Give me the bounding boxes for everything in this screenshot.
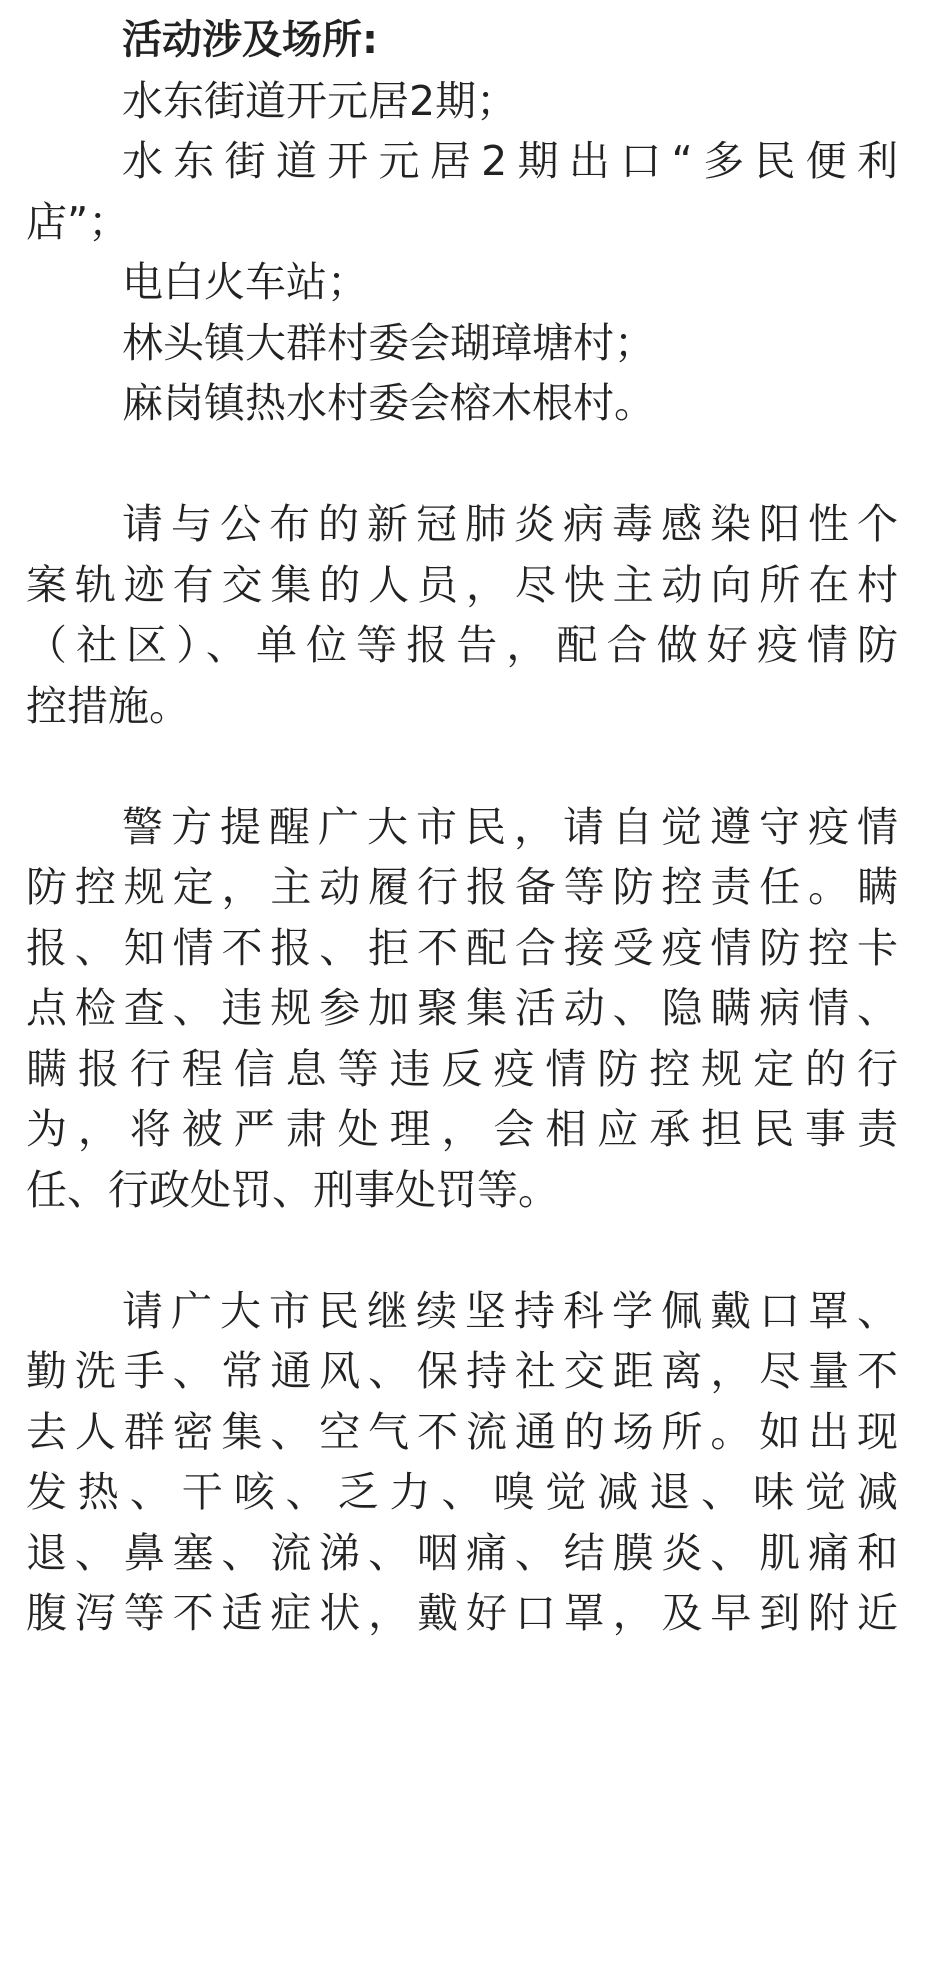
paragraph-report-contact [26, 494, 906, 736]
paragraph-line: 腹泻等不适症状，戴好口罩，及早到附近 [26, 1589, 898, 1637]
paragraph-health-advice [26, 1281, 906, 1644]
site-line: 水东街道开元居2期出口“多民便利 [122, 137, 898, 185]
paragraph-line: 点检查、违规参加聚集活动、隐瞒病情、 [26, 984, 898, 1032]
site-line: 水东街道开元居2期； [122, 76, 518, 125]
paragraph-line: （社区）、单位等报告，配合做好疫情防 [26, 621, 898, 669]
paragraph-line: 报、知情不报、拒不配合接受疫情防控卡 [26, 923, 898, 972]
paragraph-gap [26, 736, 906, 797]
paragraph-line: 防控规定，主动履行报备等防控责任。瞒 [26, 863, 898, 911]
sites-heading: 活动涉及场所: [122, 17, 378, 63]
paragraph-line: 警方提醒广大市民，请自觉遵守疫情 [122, 802, 898, 851]
site-line: 麻岗镇热水村委会榕木根村。 [122, 379, 655, 427]
site-line: 店”； [26, 197, 130, 246]
top-spacer [26, 0, 906, 10]
paragraph-line: 请广大市民继续坚持科学佩戴口罩、 [122, 1286, 898, 1335]
paragraph-line: 案轨迹有交集的人员，尽快主动向所在村 [26, 560, 898, 609]
paragraph-line: 退、鼻塞、流涕、咽痛、结膜炎、肌痛和 [26, 1528, 898, 1577]
paragraph-line: 去人群密集、空气不流通的场所。如出现 [26, 1407, 898, 1456]
paragraph-gap [26, 1220, 906, 1281]
paragraph-line: 控措施。 [26, 681, 190, 730]
site-line: 林头镇大群村委会瑚璋塘村； [122, 318, 655, 367]
paragraph-line: 发热、干咳、乏力、嗅觉减退、味觉减 [26, 1468, 898, 1516]
sites-section [26, 10, 906, 434]
paragraph-line: 瞒报行程信息等违反疫情防控规定的行 [26, 1044, 898, 1093]
paragraph-line: 请与公布的新冠肺炎病毒感染阳性个 [122, 500, 898, 548]
paragraph-line: 为，将被严肃处理，会相应承担民事责 [26, 1105, 898, 1153]
paragraph-line: 勤洗手、常通风、保持社交距离，尽量不 [26, 1347, 898, 1395]
paragraph-line: 任、行政处罚、刑事处罚等。 [26, 1165, 559, 1214]
paragraph-police-warning [26, 797, 906, 1221]
paragraph-gap [26, 434, 906, 495]
site-line: 电白火车站； [122, 258, 368, 306]
article-body [26, 0, 906, 1644]
